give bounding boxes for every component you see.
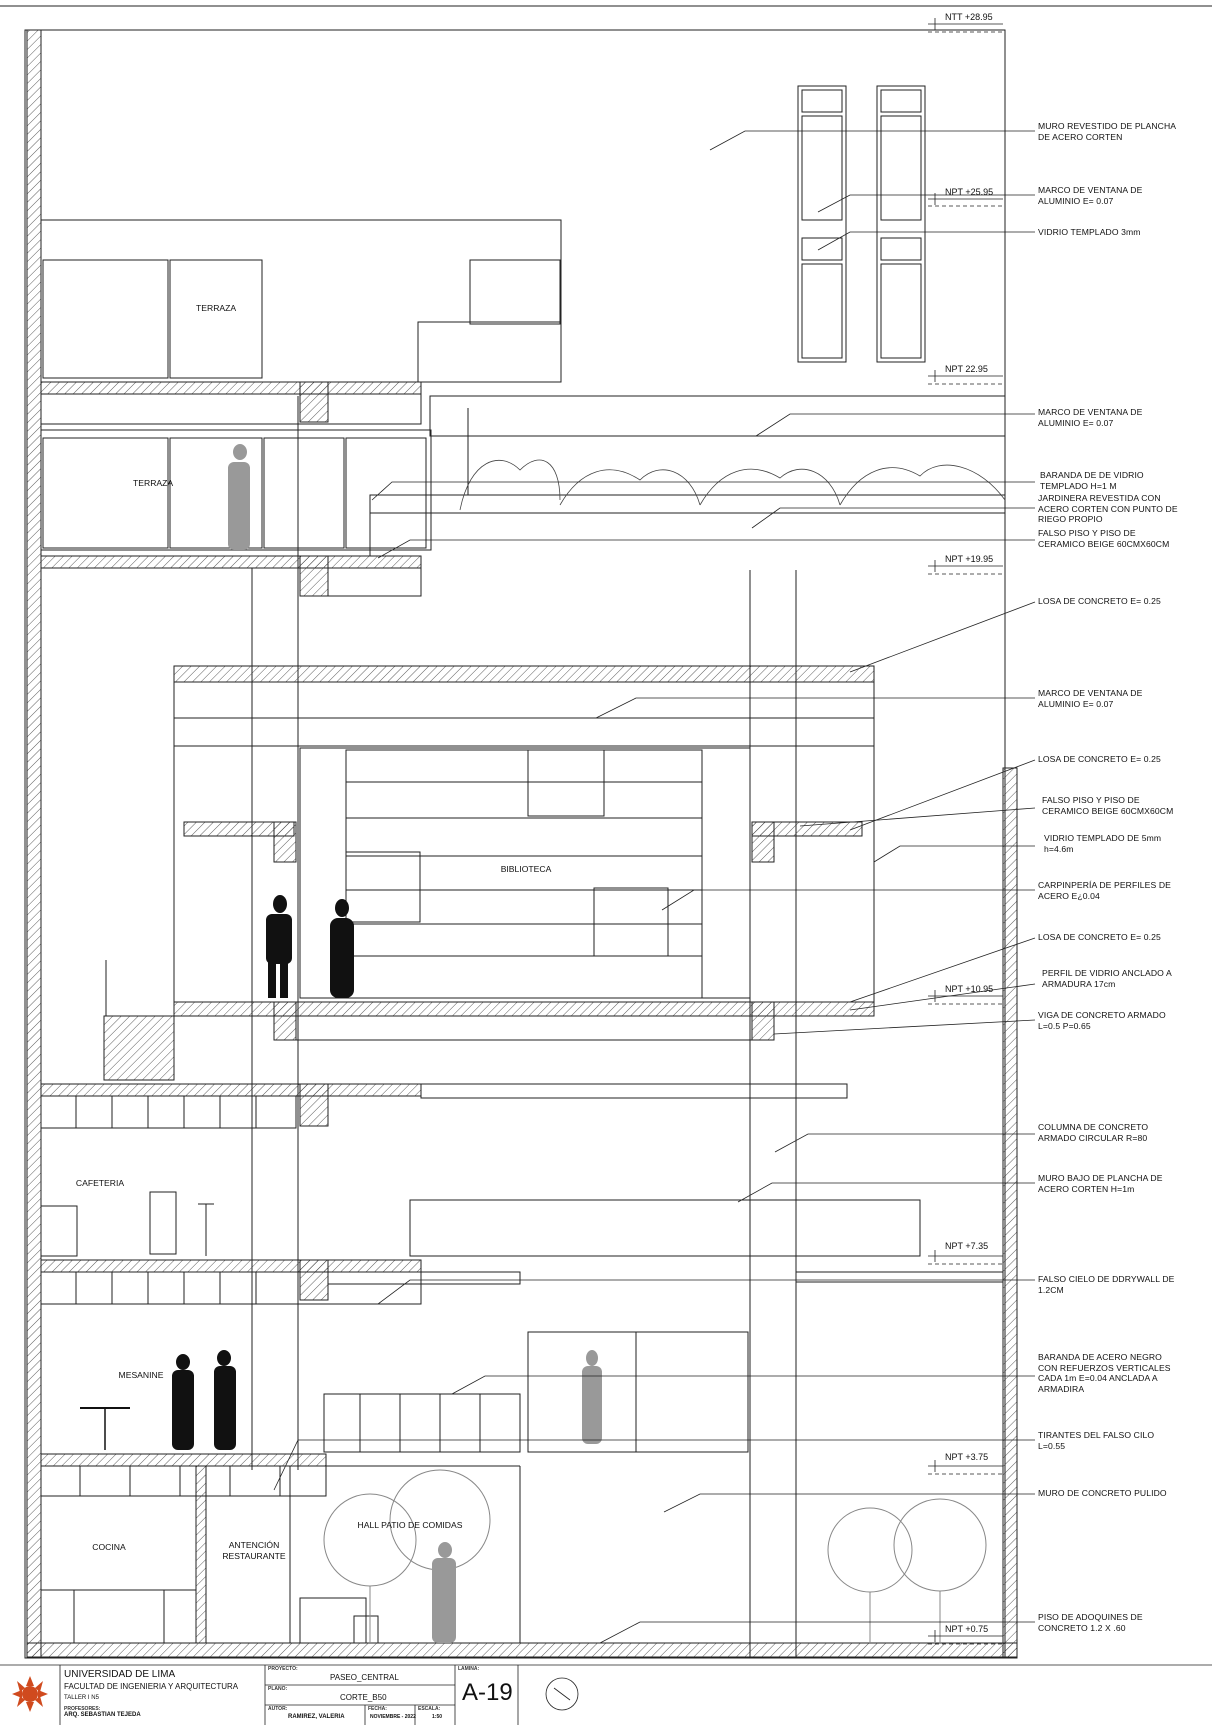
annotation: JARDINERA REVESTIDA CON ACERO CORTEN CON PUNTO DE RIEGO PROPIO	[1038, 493, 1178, 524]
room-label: HALL PATIO DE COMIDAS	[357, 1520, 463, 1530]
library-box	[174, 666, 874, 1040]
lower-levels	[41, 960, 1003, 1643]
annotation: LOSA DE CONCRETO E= 0.25	[1038, 596, 1161, 606]
project-label: PROYECTO:	[268, 1666, 298, 1672]
annotation: CARPINPERÍA DE PERFILES DE ACERO E¿0.04	[1038, 880, 1171, 901]
scale-label: ESCALA:	[418, 1706, 441, 1712]
annotation: PERFIL DE VIDRIO ANCLADO A ARMADURA 17cm	[1042, 968, 1172, 989]
annotation: PISO DE ADOQUINES DE CONCRETO 1.2 X .60	[1038, 1612, 1143, 1633]
level-markers	[928, 18, 1003, 1644]
room-label: BIBLIOTECA	[500, 864, 552, 874]
sheet-number: A-19	[462, 1679, 513, 1706]
author-label: AUTOR:	[268, 1706, 288, 1712]
annotation: FALSO CIELO DE DDRYWALL DE 1.2CM	[1038, 1274, 1175, 1295]
level-label: NPT +7.35	[945, 1241, 989, 1251]
structure-columns	[252, 396, 796, 1658]
room-label: CAFETERIA	[75, 1178, 125, 1188]
annotation: MURO BAJO DE PLANCHA DE ACERO CORTEN H=1m	[1038, 1173, 1163, 1194]
mezzanine-figures	[80, 1350, 236, 1450]
date-label: FECHA:	[368, 1706, 387, 1712]
date-value: NOVIEMBRE - 2022	[370, 1714, 416, 1720]
annotation: VIDRIO TEMPLADO 3mm	[1038, 227, 1141, 237]
project-name: PASEO_CENTRAL	[330, 1673, 399, 1682]
planter-foliage	[460, 460, 1005, 510]
corten-volume	[798, 86, 925, 362]
level-label: NPT +0.75	[945, 1624, 989, 1634]
annotation: BARANDA DE ACERO NEGRO CON REFUERZOS VERTICALES CADA 1m E=0.04 ANCLADA A ARMADIRA	[1038, 1352, 1171, 1394]
author-name: RAMIREZ, VALERIA	[288, 1714, 345, 1720]
annotation: COLUMNA DE CONCRETO ARMADO CIRCULAR R=80	[1038, 1122, 1149, 1143]
drawing-label: PLANO:	[268, 1686, 288, 1692]
level-label: NPT +19.95	[945, 554, 994, 564]
annotation: FALSO PISO Y PISO DE CERAMICO BEIGE 60CMX60CM	[1042, 795, 1174, 816]
level-label: NPT 22.95	[945, 364, 988, 374]
annotation: VIGA DE CONCRETO ARMADO L=0.5 P=0.65	[1038, 1010, 1166, 1031]
scale-value: 1:50	[432, 1714, 443, 1720]
room-label: COCINA	[92, 1542, 126, 1552]
annotation: MURO REVESTIDO DE PLANCHA DE ACERO CORTEN	[1038, 121, 1177, 142]
people-figures	[266, 895, 354, 998]
level-label: NPT +10.95	[945, 984, 994, 994]
annotation: FALSO PISO Y PISO DE CERAMICO BEIGE 60CMX60CM	[1038, 528, 1170, 549]
annotation: LOSA DE CONCRETO E= 0.25	[1038, 932, 1161, 942]
professor-name: ARQ. SEBASTIAN TEJEDA	[64, 1712, 141, 1718]
faculty-name: FACULTAD DE INGENIERIA Y ARQUITECTURA	[64, 1682, 239, 1691]
level-label: NPT +25.95	[945, 187, 994, 197]
title-block	[0, 1665, 1212, 1725]
sheet-label: LAMINA:	[458, 1666, 480, 1672]
drawing-name: CORTE_B50	[340, 1693, 387, 1702]
workshop-name: TALLER I N5	[64, 1695, 99, 1701]
trees	[324, 1470, 989, 1643]
annotation: MARCO DE VENTANA DE ALUMINIO E= 0.07	[1038, 688, 1143, 709]
level-label: NPT +3.75	[945, 1452, 989, 1462]
annotation: BARANDA DE DE VIDRIO TEMPLADO H=1 M	[1040, 470, 1144, 491]
annotation: MARCO DE VENTANA DE ALUMINIO E= 0.07	[1038, 185, 1143, 206]
room-label: ANTENCIÓN RESTAURANTE	[222, 1540, 286, 1561]
professor-label: PROFESORES:	[64, 1706, 101, 1712]
annotation: VIDRIO TEMPLADO DE 5mm h=4.6m	[1044, 833, 1162, 854]
room-label: TERRAZA	[196, 303, 237, 313]
annotation: LOSA DE CONCRETO E= 0.25	[1038, 754, 1161, 764]
room-label: MESANINE	[118, 1370, 164, 1380]
university-name: UNIVERSIDAD DE LIMA	[64, 1669, 176, 1680]
annotation: MARCO DE VENTANA DE ALUMINIO E= 0.07	[1038, 407, 1143, 428]
room-label: TERRAZA	[133, 478, 174, 488]
level-label: NTT +28.95	[945, 12, 993, 22]
annotation: TIRANTES DEL FALSO CILO L=0.55	[1038, 1430, 1155, 1451]
annotation: MURO DE CONCRETO PULIDO	[1038, 1488, 1167, 1498]
